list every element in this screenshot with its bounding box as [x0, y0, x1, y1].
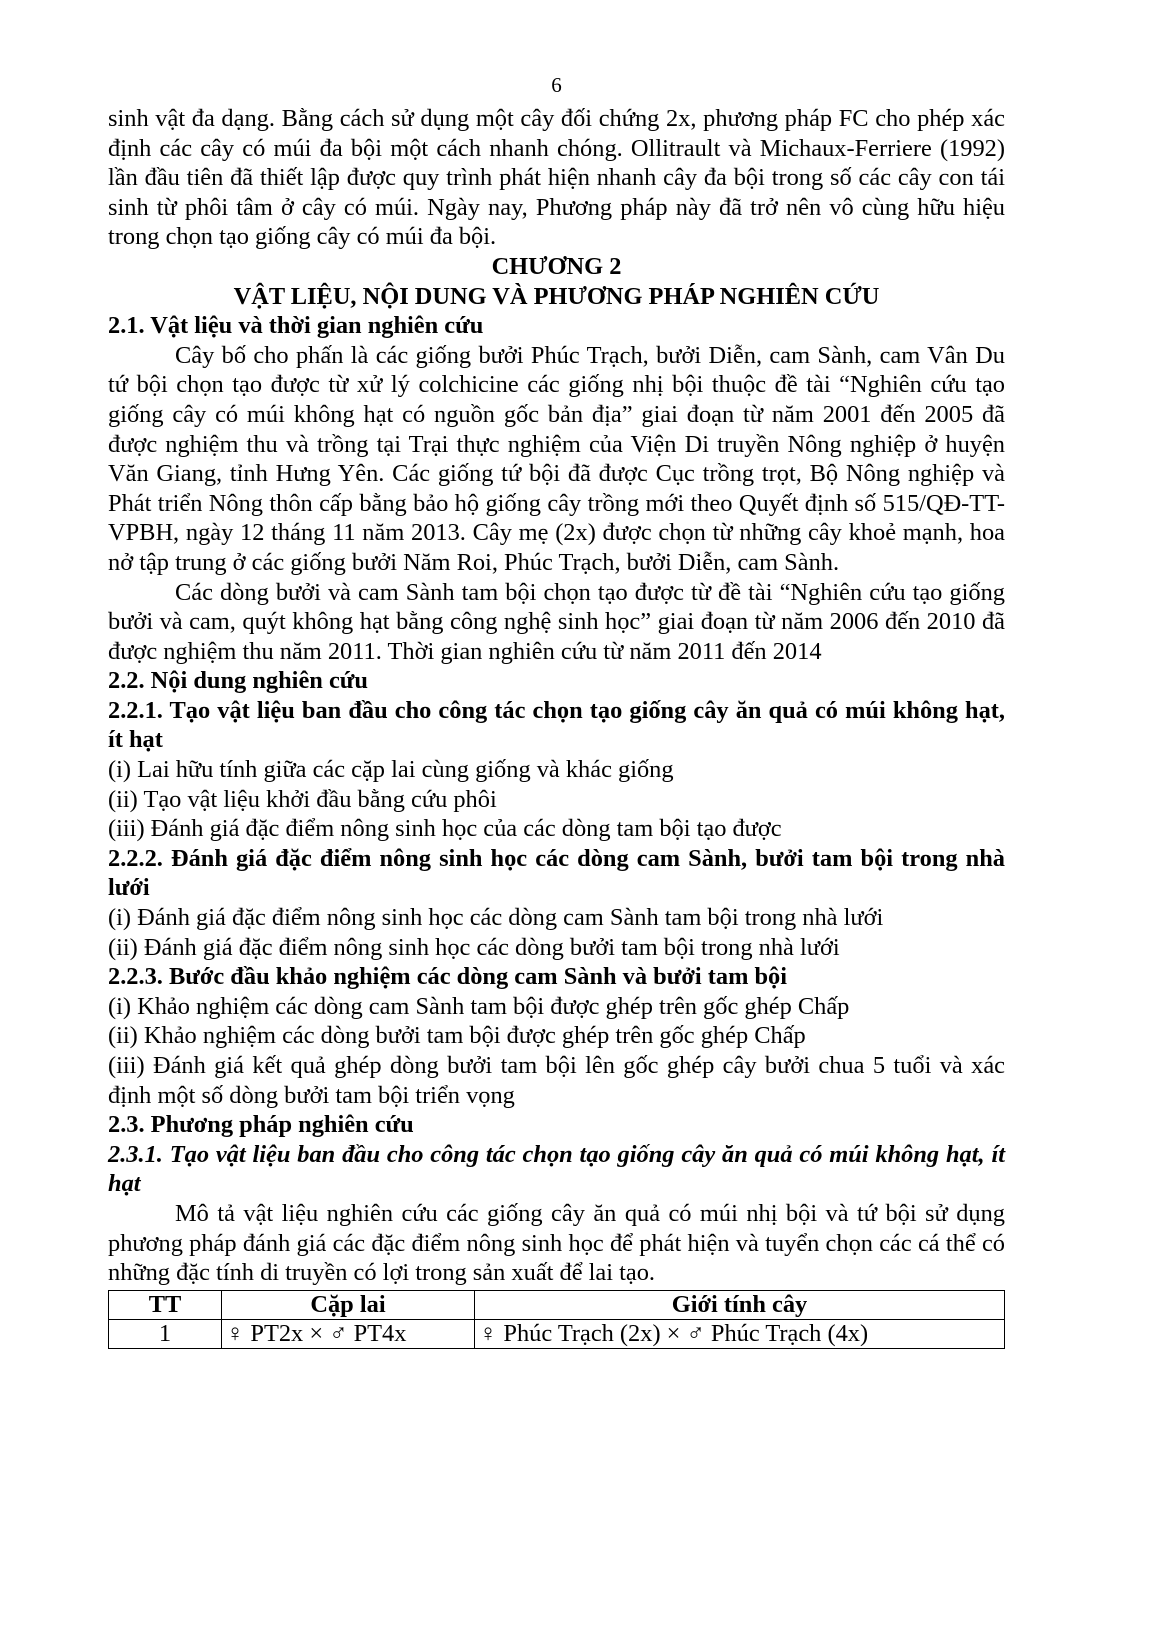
section-heading: 2.1. Vật liệu và thời gian nghiên cứu — [108, 312, 484, 340]
table-header-row — [109, 1290, 1005, 1319]
paragraph: Mô tả vật liệu nghiên cứu các giống cây ăn quả có múi nhị bội và tứ bội sử dụng phương pháp đánh giá các đặc điểm nông sinh học để phát hiện và tuyển chọn các cá thể có những đặc tính di truyền có lợi trong sản xuất để lai tạo. — [108, 1199, 1005, 1287]
header-cap-lai: Cặp lai — [222, 1290, 475, 1319]
list-item: (ii) Khảo nghiệm các dòng bưởi tam bội được ghép trên gốc ghép Chấp — [108, 1022, 806, 1050]
cell-cap-lai: ♀ PT2x × ♂ PT4x — [222, 1319, 475, 1348]
header-tt: TT — [109, 1290, 222, 1319]
document-page — [108, 70, 1005, 1349]
cell-gioi-tinh-cay: ♀ Phúc Trạch (2x) × ♂ Phúc Trạch (4x) — [475, 1319, 1005, 1348]
subsection-heading: 2.3.1. Tạo vật liệu ban đầu cho công tác chọn tạo giống cây ăn quả có múi không hạt, ít hạt — [108, 1140, 1005, 1198]
list-item: (i) Khảo nghiệm các dòng cam Sành tam bội được ghép trên gốc ghép Chấp — [108, 992, 850, 1020]
cross-pairs-table — [108, 1290, 1005, 1349]
section-heading: 2.3. Phương pháp nghiên cứu — [108, 1111, 414, 1139]
list-item: (ii) Tạo vật liệu khởi đầu bằng cứu phôi — [108, 785, 497, 813]
list-item: (ii) Đánh giá đặc điểm nông sinh học các dòng bưởi tam bội trong nhà lưới — [108, 933, 840, 961]
list-item: (iii) Đánh giá đặc điểm nông sinh học của các dòng tam bội tạo được — [108, 815, 782, 843]
chapter-label: CHƯƠNG 2 — [491, 252, 622, 280]
subsection-heading: 2.2.2. Đánh giá đặc điểm nông sinh học các dòng cam Sành, bưởi tam bội trong nhà lưới — [108, 844, 1005, 902]
list-item: (i) Lai hữu tính giữa các cặp lai cùng giống và khác giống — [108, 756, 674, 784]
list-item: (iii) Đánh giá kết quả ghép dòng bưởi tam bội lên gốc ghép cây bưởi chua 5 tuổi và xác định một số dòng bưởi tam bội triển vọng — [108, 1052, 1005, 1109]
paragraph: Cây bố cho phấn là các giống bưởi Phúc Trạch, bưởi Diễn, cam Sành, cam Vân Du tứ bội chọn tạo được từ xử lý colchicine các giống nhị bội thuộc đề tài “Nghiên cứu tạo giống cây có múi không hạt có nguồn gốc bản địa” giai đoạn từ năm 2001 đến 2005 đã được nghiệm thu và trồng tại Trại thực nghiệm của Viện Di truyền Nông nghiệp ở huyện Văn Giang, tỉnh Hưng Yên. Các giống tứ bội đã được Cục trồng trọt, Bộ Nông nghiệp và Phát triển Nông thôn cấp bằng bảo hộ giống cây trồng mới theo Quyết định số 515/QĐ-TT-VPBH, ngày 12 tháng 11 năm 2013. Cây mẹ (2x) được chọn từ những cây khoẻ mạnh, hoa nở tập trung ở các giống bưởi Năm Roi, Phúc Trạch, bưởi Diễn, cam Sành. — [108, 341, 1005, 576]
header-gioi-tinh-cay: Giới tính cây — [475, 1290, 1005, 1319]
subsection-heading: 2.2.3. Bước đầu khảo nghiệm các dòng cam Sành và bưởi tam bội — [108, 963, 788, 991]
cell-tt: 1 — [109, 1319, 222, 1348]
subsection-heading: 2.2.1. Tạo vật liệu ban đầu cho công tác chọn tạo giống cây ăn quả có múi không hạt, ít hạt — [108, 696, 1005, 754]
section-heading: 2.2. Nội dung nghiên cứu — [108, 667, 368, 695]
page-number: 6 — [551, 73, 562, 97]
chapter-title: VẬT LIỆU, NỘI DUNG VÀ PHƯƠNG PHÁP NGHIÊN CỨU — [233, 282, 880, 310]
paragraph: Các dòng bưởi và cam Sành tam bội chọn tạo được từ đề tài “Nghiên cứu tạo giống bưởi và cam, quýt không hạt bằng công nghệ sinh học” giai đoạn từ năm 2006 đến 2010 đã được nghiệm thu năm 2011. Thời gian nghiên cứu từ năm 2011 đến 2014 — [108, 578, 1005, 665]
table-row — [109, 1319, 1005, 1348]
list-item: (i) Đánh giá đặc điểm nông sinh học các dòng cam Sành tam bội trong nhà lưới — [108, 904, 884, 932]
paragraph: sinh vật đa dạng. Bằng cách sử dụng một cây đối chứng 2x, phương pháp FC cho phép xác định các cây có múi đa bội một cách nhanh chóng. Ollitrault và Michaux-Ferriere (1992) lần đầu tiên đã thiết lập được quy trình phát hiện nhanh cây đa bội trong số các cây con tái sinh từ phôi tâm ở cây có múi. Ngày nay, Phương pháp này đã trở nên vô cùng hữu hiệu trong chọn tạo giống cây có múi đa bội. — [108, 105, 1005, 251]
